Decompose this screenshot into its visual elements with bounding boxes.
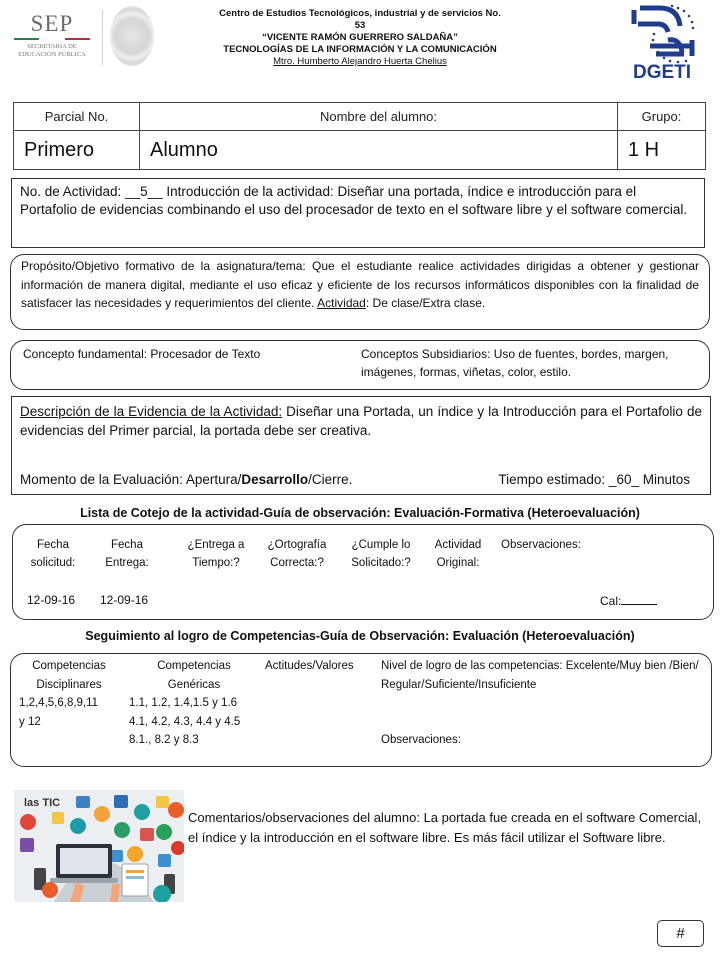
- svg-text:las TIC: las TIC: [24, 797, 61, 809]
- activity-box: [11, 178, 705, 248]
- checklist-title: Lista de Cotejo de la actividad-Guía de observación: Evaluación-Formativa (Heteroevaluación): [80, 506, 640, 520]
- dgeti-emblem-icon: [628, 2, 708, 64]
- competencies-box: [10, 653, 712, 767]
- group-value[interactable]: 1 H: [618, 131, 706, 170]
- fundamental-concept: Concepto fundamental: Procesador de Texto: [23, 347, 261, 361]
- checklist-box: [12, 524, 714, 620]
- evidence-box: [11, 396, 711, 495]
- cal-field[interactable]: Cal:: [600, 593, 657, 608]
- header-divider: [102, 10, 103, 65]
- generic-competencies: Competencias Genéricas 1.1, 1.2, 1.4,1.5 y 1.6 4.1, 4.2, 4.3, 4.4 y 4.5 8.1., 8.2 y 8.3: [129, 660, 241, 746]
- col-entrega-tiempo: ¿Entrega a Tiempo:?: [187, 539, 245, 569]
- achievement-level: Nivel de logro de las competencias: Excelente/Muy bien /Bien/ Regular/Suficiente/Insuficiente: [381, 660, 699, 691]
- sep-color-bar: [14, 38, 90, 40]
- evidence-description: [20, 402, 702, 440]
- tic-illustration: [14, 790, 184, 902]
- dgeti-logo: DGETI: [628, 2, 708, 86]
- institution-header: Centro de Estudios Tecnológicos, industrial y de servicios No. 53 “VICENTE RAMÓN GUERRERO SALDAÑA” TECNOLOGÍAS DE LA INFORMACIÓN Y LA COMUNICACIÓN Mtro. Humberto Alejandro Huerta Chelius: [215, 8, 505, 68]
- header-parcial: Parcial No.: [14, 103, 140, 131]
- col-ortografia: ¿Ortografía Correcta:?: [267, 539, 327, 569]
- activity-type-value: : De clase/Extra clase.: [365, 296, 486, 310]
- concepts-box: [10, 340, 710, 390]
- col-cumple: ¿Cumple lo Solicitado:?: [351, 539, 411, 569]
- activity-text: No. de Actividad: __5__ Introducción de la actividad: Diseñar una portada, índice e introducción para el Portafolio de evidencias combinando el uso del procesador de texto en el software libre y el software comercial.: [20, 184, 688, 217]
- competencies-title: Seguimiento al logro de Competencias-Guía de Observación: Evaluación (Heteroevaluación): [85, 629, 635, 643]
- teacher-name: Mtro. Humberto Alejandro Huerta Chelius: [273, 56, 447, 67]
- attitudes-values: Actitudes/Valores: [265, 660, 354, 672]
- student-comments: Comentarios/observaciones del alumno: La portada fue creada en el software Comercial, el índice y la introducción en el software libre. Es más fácil utilizar el Software libre.: [188, 810, 702, 845]
- col-fecha-solicitud: Fecha solicitud:: [30, 539, 76, 569]
- purpose-box: [10, 254, 710, 330]
- moment-selected: Desarrollo: [241, 472, 309, 487]
- estimated-time: Tiempo estimado: _60_ Minutos: [498, 472, 690, 487]
- col-original: Actividad Original:: [434, 539, 482, 569]
- col-observaciones: Observaciones:: [501, 539, 581, 551]
- evidence-text: Diseñar una Portada, un índice y la Introducción para el Portafolio de evidencias del Primer parcial, la portada debe ser creativa.: [20, 404, 702, 438]
- evaluation-moment: Momento de la Evaluación: Apertura/Desarrollo/Cierre.: [20, 472, 353, 487]
- page-number-box: #: [657, 920, 704, 947]
- evidence-label: Descripción de la Evidencia de la Actividad:: [20, 404, 283, 419]
- fecha-entrega-value[interactable]: 12-09-16: [100, 593, 149, 607]
- student-info-table: [13, 102, 706, 170]
- disciplinary-competencies: Competencias Disciplinares 1,2,4,5,6,8,9,11 y 12: [19, 660, 106, 728]
- tic-illustration-icon: [14, 790, 184, 902]
- parcial-value[interactable]: Primero: [14, 131, 140, 170]
- national-seal-icon: [110, 6, 154, 66]
- student-name-value[interactable]: Alumno: [140, 131, 618, 170]
- col-fecha-entrega: Fecha Entrega:: [105, 539, 149, 569]
- purpose-text: Propósito/Objetivo formativo de la asignatura/tema: Que el estudiante realice actividades dirigidas a obtener y gestionar información de manera digital, mediante el uso eficaz y eficiente de los recursos informáticos disponibles con la finalidad de satisfacer las necesidades y requerimientos del cliente.: [21, 259, 699, 310]
- header-grupo: Grupo:: [618, 103, 706, 131]
- competencies-observations: Observaciones:: [381, 734, 461, 746]
- header-nombre: Nombre del alumno:: [140, 103, 618, 131]
- subsidiary-concepts: Conceptos Subsidiarios: Uso de fuentes, bordes, margen, imágenes, formas, viñetas, color, estilo.: [361, 347, 669, 379]
- fecha-solicitud-value[interactable]: 12-09-16: [27, 593, 76, 607]
- sep-logo: SEP SECRETARÍA DE EDUCACIÓN PÚBLICA: [12, 12, 92, 68]
- activity-type-label: Actividad: [317, 296, 366, 310]
- cal-input-line[interactable]: [621, 593, 657, 605]
